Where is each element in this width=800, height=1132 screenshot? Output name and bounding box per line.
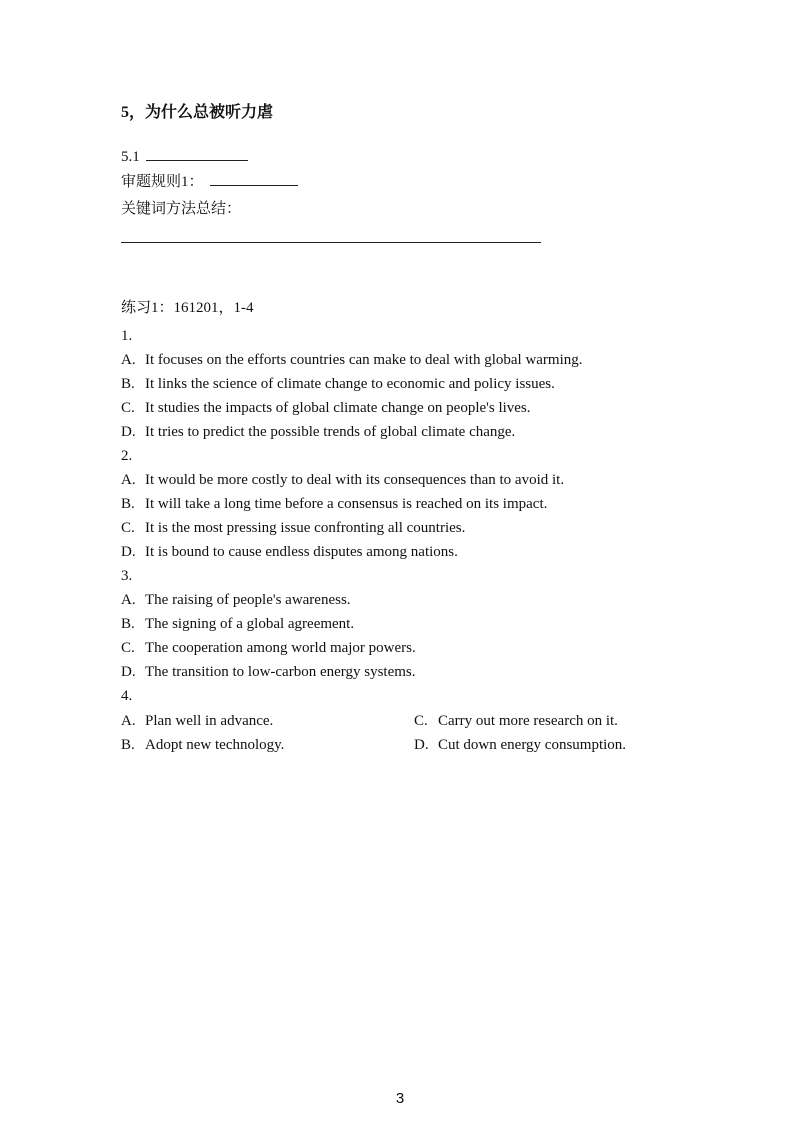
- option-letter: C.: [414, 713, 428, 729]
- option-text: The raising of people's awareness.: [145, 592, 351, 608]
- answer-blank: [146, 146, 248, 161]
- item-label: 5.1: [121, 149, 140, 165]
- option-text: Carry out more research on it.: [438, 713, 618, 729]
- option-row: [414, 711, 618, 731]
- option-letter: D.: [414, 737, 429, 753]
- option-text: It would be more costly to deal with its consequences than to avoid it.: [145, 472, 565, 488]
- option-row: [121, 590, 351, 610]
- option-text: Cut down energy consumption.: [438, 737, 627, 753]
- option-text: It studies the impacts of global climate change on people's lives.: [145, 400, 531, 416]
- option-row: [121, 422, 515, 442]
- practice-title: 练习1：161201，1-4: [121, 300, 254, 316]
- rule-line: [121, 171, 298, 192]
- option-text: It is the most pressing issue confronting all countries.: [145, 520, 466, 536]
- option-text: It focuses on the efforts countries can make to deal with global warming.: [145, 352, 583, 368]
- option-row: [121, 398, 531, 418]
- option-letter: B.: [121, 376, 135, 392]
- option-letter: A.: [121, 472, 136, 488]
- option-row: [121, 494, 547, 514]
- item-5-1-line: [121, 146, 248, 167]
- question-number: 2.: [121, 448, 133, 464]
- option-letter: D.: [121, 664, 136, 680]
- option-letter: A.: [121, 713, 136, 729]
- question-number: 4.: [121, 688, 133, 704]
- option-row: [121, 470, 564, 490]
- option-text: Plan well in advance.: [145, 713, 274, 729]
- option-row: [121, 518, 465, 538]
- option-letter: C.: [121, 640, 135, 656]
- option-letter: C.: [121, 400, 135, 416]
- option-row: [121, 374, 555, 394]
- option-text: The transition to low-carbon energy systems.: [145, 664, 416, 680]
- option-row: [121, 735, 284, 755]
- option-row: [121, 711, 273, 731]
- option-letter: A.: [121, 352, 136, 368]
- page-number: 3: [395, 1090, 405, 1107]
- option-text: The cooperation among world major powers.: [145, 640, 416, 656]
- option-row: [121, 662, 416, 682]
- option-row: [121, 542, 458, 562]
- option-row: [121, 614, 354, 634]
- option-letter: B.: [121, 737, 135, 753]
- question-number: 3.: [121, 568, 133, 584]
- option-letter: D.: [121, 424, 136, 440]
- option-text: It will take a long time before a consensus is reached on its impact.: [145, 496, 548, 512]
- option-letter: B.: [121, 496, 135, 512]
- keyword-answer-rule: [121, 242, 541, 243]
- section-title: 5，为什么总被听力虐: [121, 104, 274, 121]
- option-text: The signing of a global agreement.: [145, 616, 355, 632]
- rule-blank: [210, 171, 298, 186]
- option-letter: C.: [121, 520, 135, 536]
- option-row: [121, 350, 583, 370]
- option-letter: D.: [121, 544, 136, 560]
- option-row: [414, 735, 626, 755]
- question-number: 1.: [121, 328, 133, 344]
- option-text: Adopt new technology.: [145, 737, 285, 753]
- option-letter: A.: [121, 592, 136, 608]
- option-text: It is bound to cause endless disputes among nations.: [145, 544, 458, 560]
- option-text: It tries to predict the possible trends of global climate change.: [145, 424, 516, 440]
- rule-label: 审题规则1：: [121, 174, 204, 190]
- keyword-label: 关键词方法总结：: [121, 201, 242, 217]
- option-letter: B.: [121, 616, 135, 632]
- option-text: It links the science of climate change to economic and policy issues.: [145, 376, 555, 392]
- option-row: [121, 638, 416, 658]
